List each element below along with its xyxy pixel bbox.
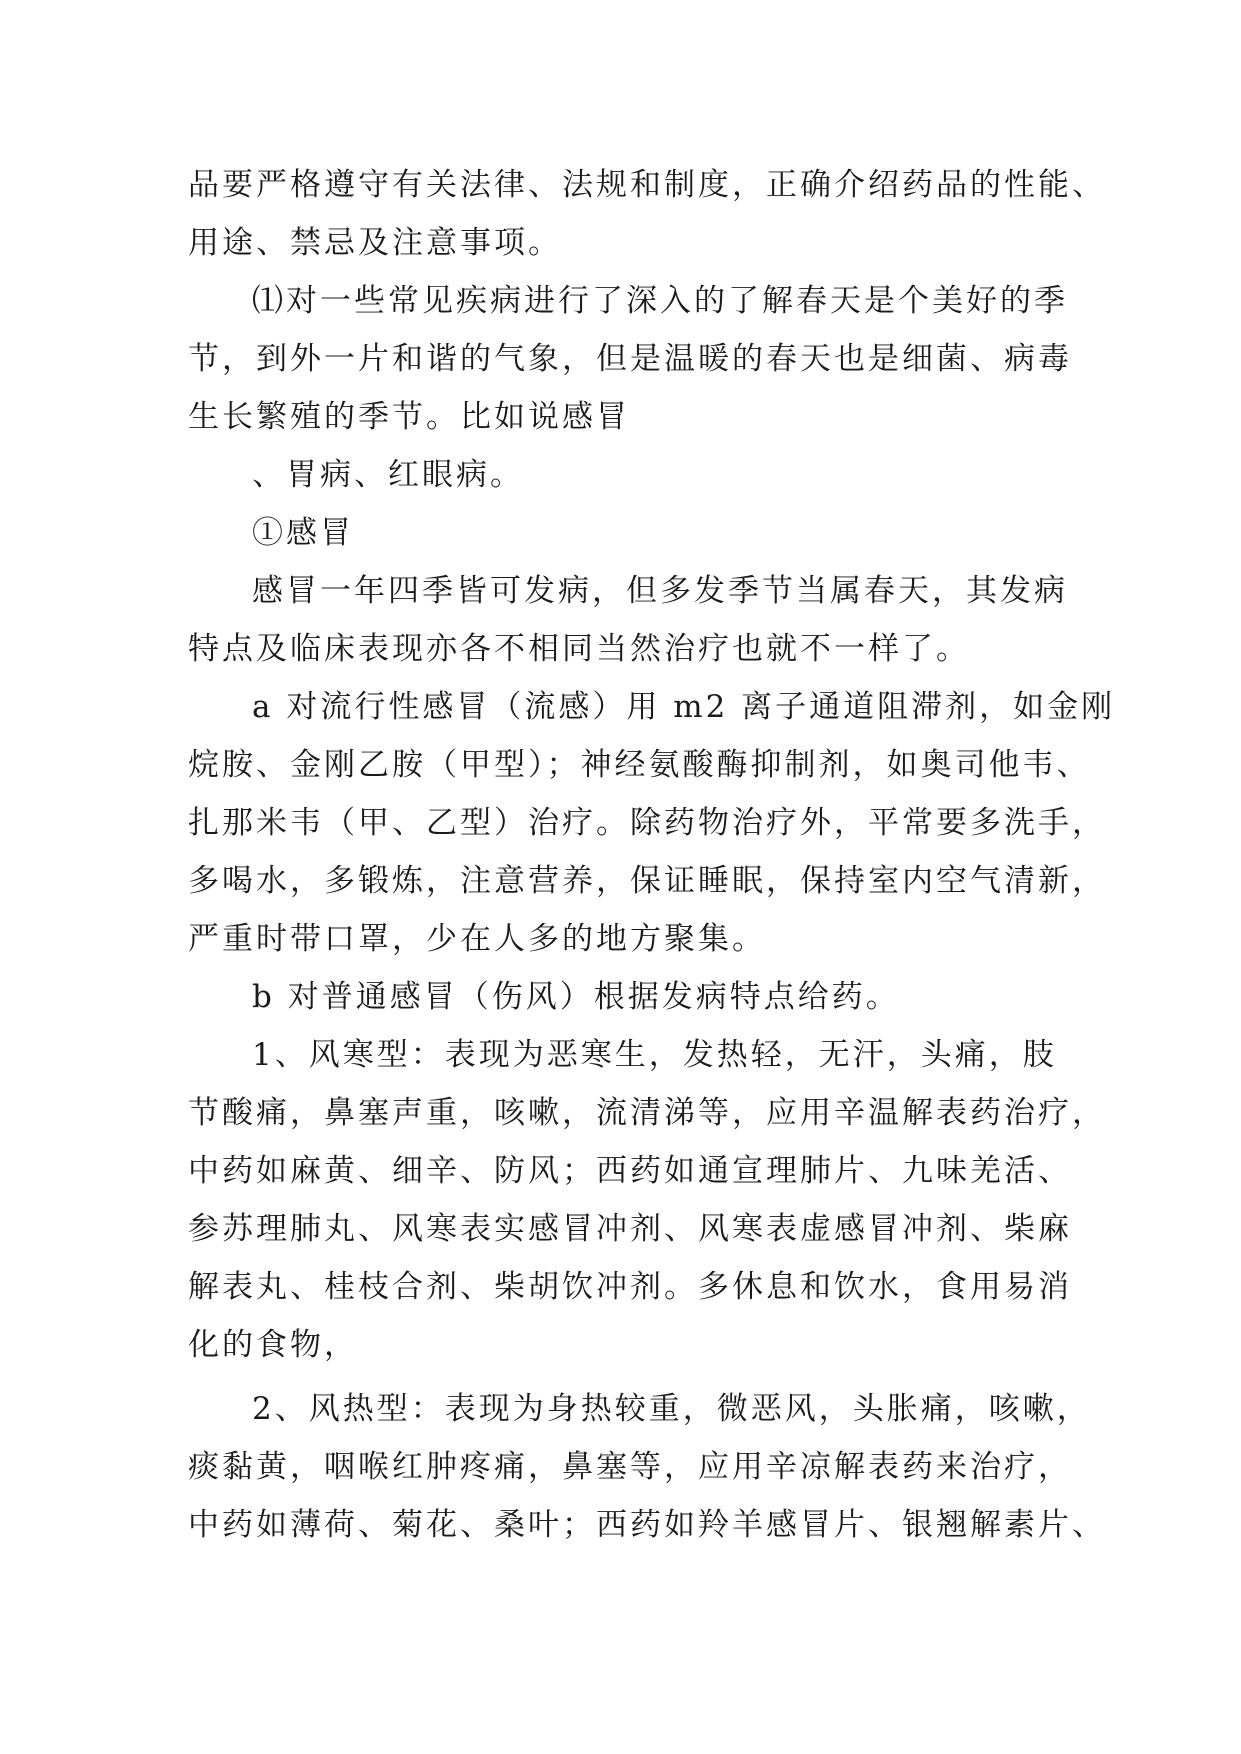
text-line: 中药如薄荷、菊花、桑叶；西药如羚羊感冒片、银翘解素片、 — [188, 1507, 1106, 1543]
text-line: 节，到外一片和谐的气象，但是温暖的春天也是细菌、病毒 — [188, 341, 1072, 377]
text-line: ⑴对一些常见疾病进行了深入的了解春天是个美好的季 — [252, 283, 1068, 319]
text-line: 感冒一年四季皆可发病，但多发季节当属春天，其发病 — [252, 573, 1068, 609]
text-line: 特点及临床表现亦各不相同当然治疗也就不一样了。 — [188, 631, 970, 667]
text-line: 多喝水，多锻炼，注意营养，保证睡眠，保持室内空气清新， — [188, 863, 1106, 899]
text-line: 中药如麻黄、细辛、防风；西药如通宣理肺片、九味羌活、 — [188, 1153, 1072, 1189]
text-line: 生长繁殖的季节。比如说感冒 — [188, 399, 630, 435]
text-line: 参苏理肺丸、风寒表实感冒冲剂、风寒表虚感冒冲剂、柴麻 — [188, 1211, 1072, 1247]
text-line: 节酸痛，鼻塞声重，咳嗽，流清涕等，应用辛温解表药治疗， — [188, 1095, 1106, 1131]
text-line: 严重时带口罩，少在人多的地方聚集。 — [188, 921, 766, 957]
text-line: 2、风热型：表现为身热较重，微恶风，头胀痛，咳嗽， — [252, 1391, 1091, 1427]
text-line: b 对普通感冒（伤风）根据发病特点给药。 — [252, 979, 900, 1015]
text-line: 、胃病、红眼病。 — [252, 457, 524, 493]
text-line: 1、风寒型：表现为恶寒生，发热轻，无汗，头痛，肢 — [252, 1037, 1057, 1073]
text-line: 烷胺、金刚乙胺（甲型）；神经氨酸酶抑制剂，如奥司他韦、 — [188, 747, 1091, 783]
text-line: ①感冒 — [252, 515, 354, 551]
text-line: 品要严格遵守有关法律、法规和制度，正确介绍药品的性能、 — [188, 167, 1106, 203]
body-text — [188, 156, 1116, 1554]
text-line: 解表丸、桂枝合剂、柴胡饮冲剂。多休息和饮水，食用易消 — [188, 1269, 1072, 1305]
text-line: a 对流行性感冒（流感）用 m2 离子通道阻滞剂，如金刚 — [252, 689, 1116, 725]
text-line: 扎那米韦（甲、乙型）治疗。除药物治疗外，平常要多洗手， — [188, 805, 1106, 841]
text-line: 化的食物， — [188, 1327, 358, 1363]
text-line: 痰黏黄，咽喉红肿疼痛，鼻塞等，应用辛凉解表药来治疗， — [188, 1449, 1072, 1485]
text-line: 用途、禁忌及注意事项。 — [188, 225, 562, 261]
